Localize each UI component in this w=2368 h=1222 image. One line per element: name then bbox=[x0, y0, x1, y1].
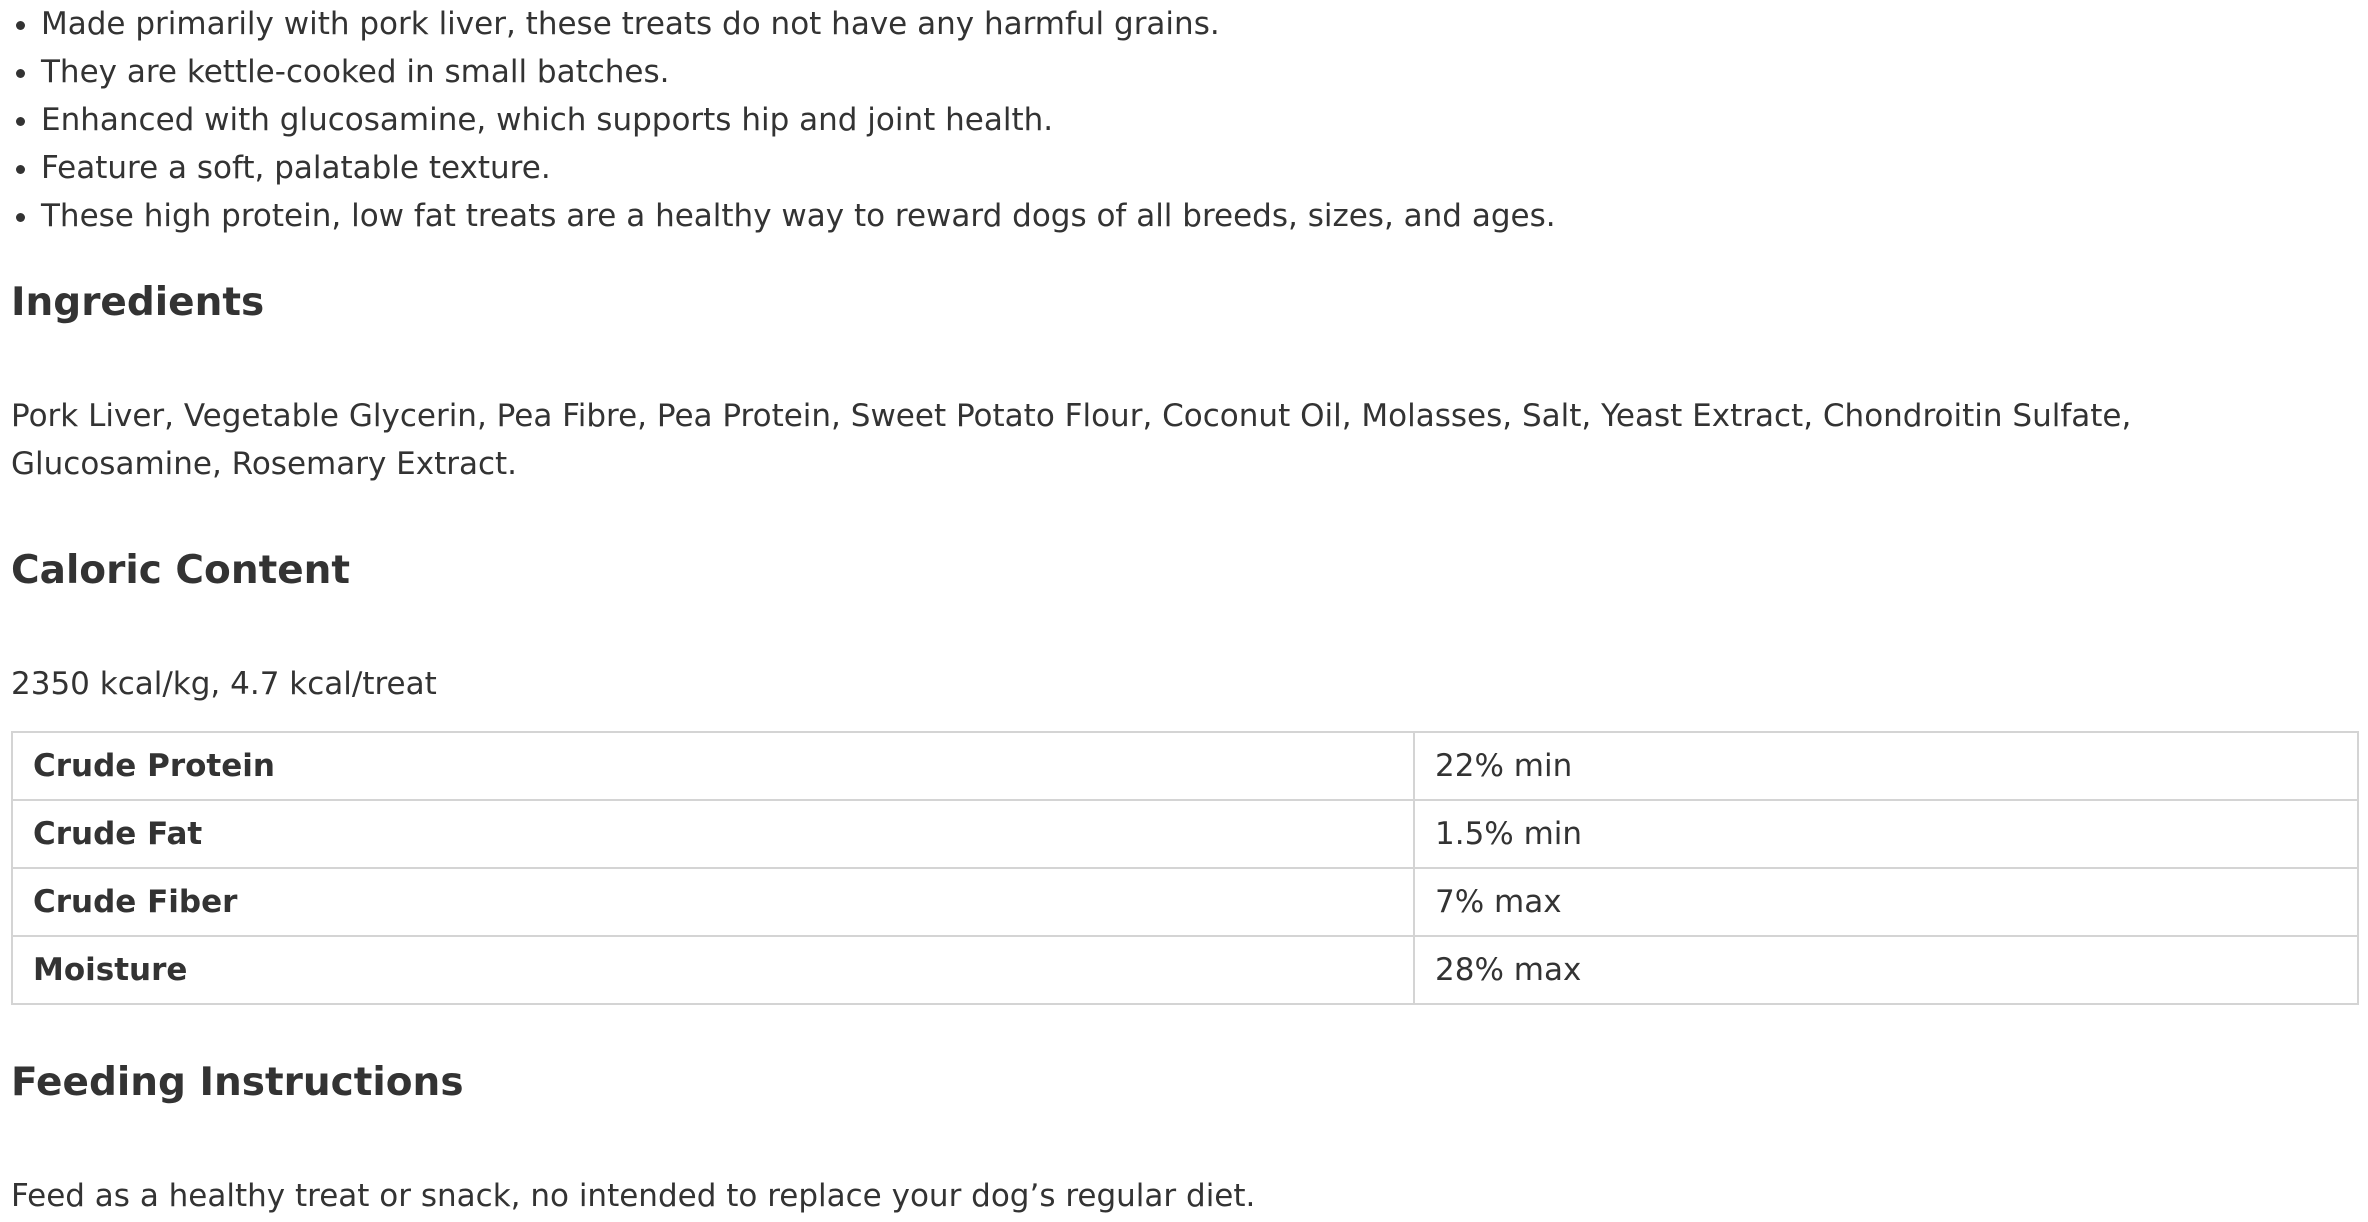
caloric-content-text: 2350 kcal/kg, 4.7 kcal/treat bbox=[11, 666, 437, 702]
nutrient-value: 22% min bbox=[1414, 732, 2358, 800]
nutrient-value: 1.5% min bbox=[1414, 800, 2358, 868]
table-row bbox=[12, 868, 2358, 936]
feature-item: • Feature a soft, palatable texture. bbox=[41, 144, 2361, 192]
feature-list bbox=[11, 0, 2361, 240]
feature-item: • They are kettle-cooked in small batches. bbox=[41, 48, 2361, 96]
caloric-content-heading: Caloric Content bbox=[11, 548, 351, 593]
product-description bbox=[11, 0, 2361, 1214]
nutrient-label: Crude Fat bbox=[12, 800, 1414, 868]
table-row bbox=[12, 732, 2358, 800]
nutrient-label: Moisture bbox=[12, 936, 1414, 1004]
table-row bbox=[12, 800, 2358, 868]
nutrient-value: 28% max bbox=[1414, 936, 2358, 1004]
ingredients-heading: Ingredients bbox=[11, 280, 265, 325]
nutrient-value: 7% max bbox=[1414, 868, 2358, 936]
feature-item: • Made primarily with pork liver, these treats do not have any harmful grains. bbox=[41, 0, 2361, 48]
guaranteed-analysis-table bbox=[11, 731, 2359, 1005]
feeding-instructions-heading: Feeding Instructions bbox=[11, 1060, 464, 1105]
nutrient-label: Crude Protein bbox=[12, 732, 1414, 800]
table-row bbox=[12, 936, 2358, 1004]
feature-item: • Enhanced with glucosamine, which supports hip and joint health. bbox=[41, 96, 2361, 144]
feeding-instructions-text: Feed as a healthy treat or snack, no intended to replace your dog’s regular diet. bbox=[11, 1178, 1256, 1214]
nutrient-label: Crude Fiber bbox=[12, 868, 1414, 936]
ingredients-text: Pork Liver, Vegetable Glycerin, Pea Fibre, Pea Protein, Sweet Potato Flour, Coconut Oil, Molasses, Salt, Yeast Extract, Chondroitin Sulfate, Glucosamine, Rosemary Extract. bbox=[11, 398, 2132, 482]
feature-item: • These high protein, low fat treats are a healthy way to reward dogs of all breeds, sizes, and ages. bbox=[41, 192, 2361, 240]
